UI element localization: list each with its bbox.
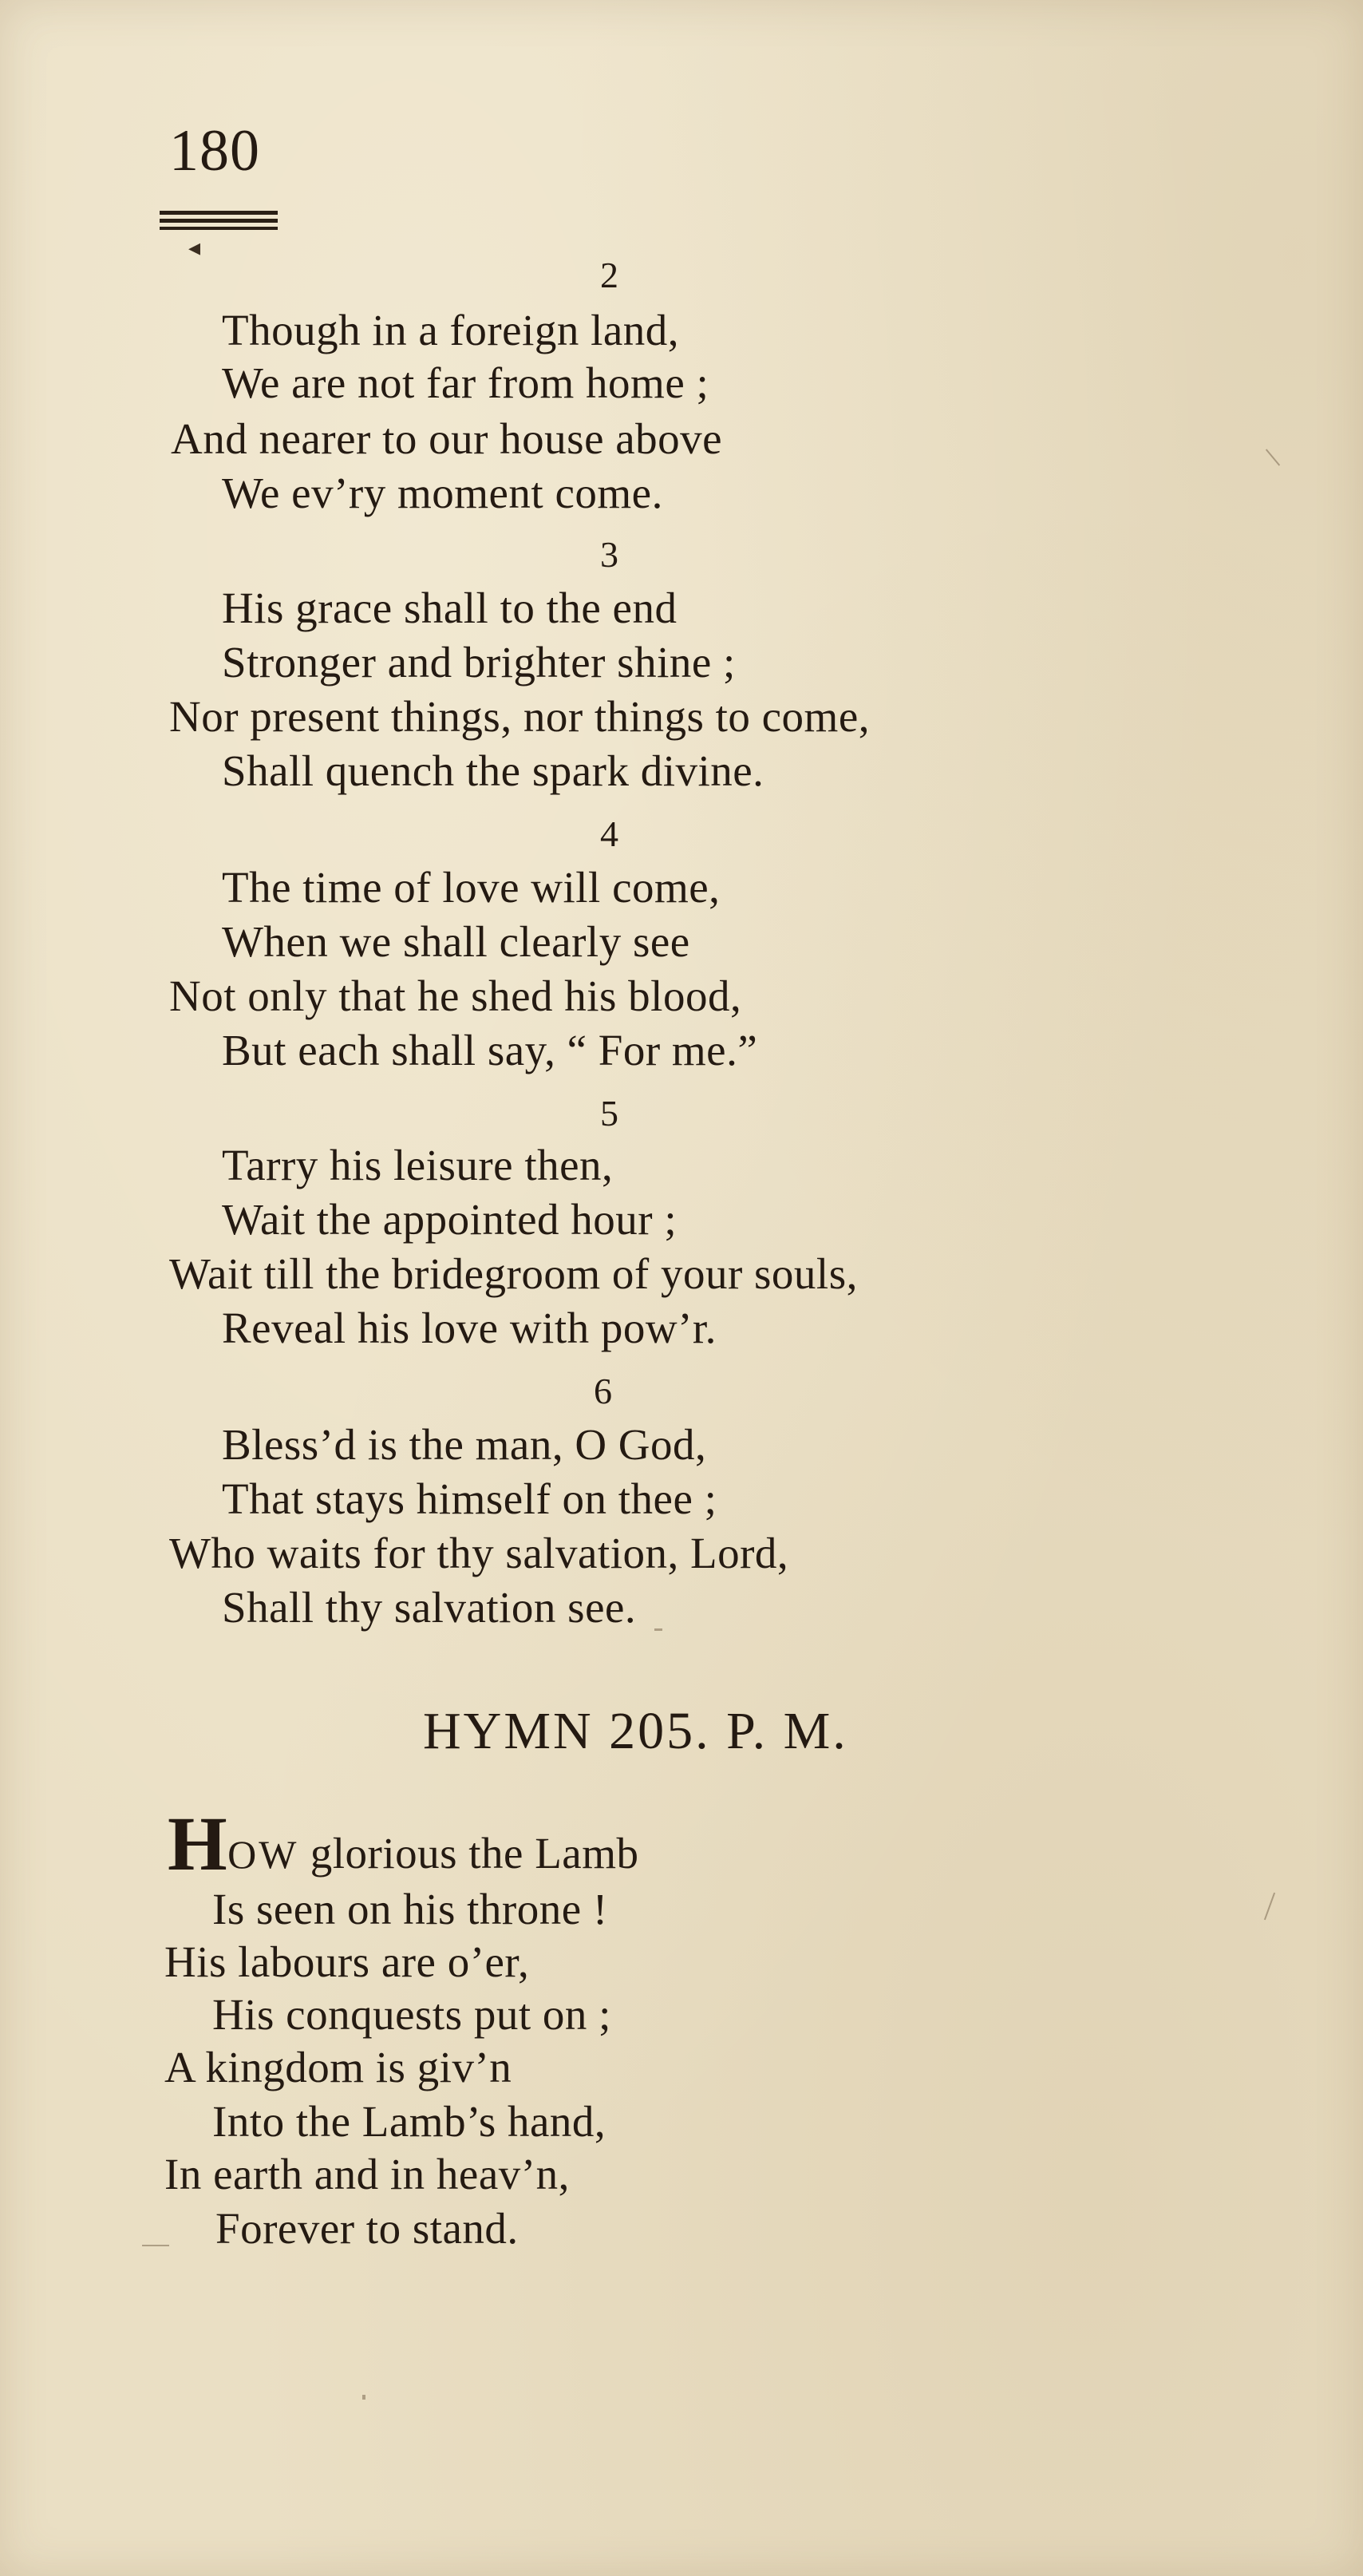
verse-line: His conquests put on ;	[212, 1990, 611, 2039]
verse-line: The time of love will come,	[222, 863, 721, 912]
verse-number: 5	[600, 1093, 618, 1134]
page-number: 180	[169, 118, 260, 184]
paper-mark	[362, 2395, 365, 2400]
verse-line: When we shall clearly see	[222, 917, 690, 966]
drop-cap: H	[168, 1801, 228, 1886]
hymn-heading: HYMN 205. P. M.	[423, 1702, 848, 1760]
first-word-small-caps: OW	[227, 1832, 299, 1877]
verse-line: His grace shall to the end	[222, 584, 678, 632]
rule-line	[160, 211, 278, 215]
paper-mark	[1264, 1893, 1275, 1921]
verse-line: Into the Lamb’s hand,	[212, 2097, 606, 2146]
verse-line: Stronger and brighter shine ;	[222, 638, 736, 687]
first-line-rest: glorious the Lamb	[298, 1829, 639, 1878]
verse-line: We are not far from home ;	[222, 358, 709, 407]
verse-line: Wait till the bridegroom of your souls,	[169, 1249, 858, 1298]
verse-line: Who waits for thy salvation, Lord,	[169, 1529, 789, 1577]
first-line	[168, 1801, 639, 1886]
verse-line: We ev’ry moment come.	[222, 469, 663, 517]
paper-mark	[1266, 449, 1280, 465]
verse-line: Not only that he shed his blood,	[169, 971, 742, 1020]
rule-line	[160, 219, 278, 223]
verse-line: But each shall say, “ For me.”	[222, 1026, 758, 1074]
verse-number: 4	[600, 813, 618, 854]
verse-line: Shall quench the spark divine.	[222, 746, 764, 795]
verse-line: Reveal his love with pow’r.	[222, 1304, 717, 1352]
verse-line: And nearer to our house above	[171, 414, 723, 463]
verse-line: Is seen on his throne !	[212, 1885, 608, 1933]
verse-line: His labours are o’er,	[164, 1937, 530, 1986]
verse-line: Though in a foreign land,	[222, 306, 680, 354]
printer-mark: ◂	[188, 235, 201, 261]
paper-mark	[142, 2245, 169, 2246]
verse-line: Forever to stand.	[215, 2204, 519, 2253]
verse-line: Bless’d is the man, O God,	[222, 1420, 707, 1469]
rule-line	[160, 227, 278, 230]
verse-number: 3	[600, 534, 618, 575]
verse-line: Wait the appointed hour ;	[222, 1195, 678, 1244]
paper-mark	[654, 1628, 662, 1631]
header-rule	[160, 211, 278, 231]
verse-number: 6	[594, 1371, 612, 1411]
verse-line: Shall thy salvation see.	[222, 1583, 637, 1632]
verse-line: A kingdom is giv’n	[164, 2043, 512, 2091]
verse-line: That stays himself on thee ;	[222, 1474, 717, 1523]
verse-line: In earth and in heav’n,	[164, 2150, 570, 2198]
verse-number: 2	[600, 255, 618, 295]
verse-line: Nor present things, nor things to come,	[169, 692, 870, 741]
verse-line: Tarry his leisure then,	[222, 1141, 614, 1189]
